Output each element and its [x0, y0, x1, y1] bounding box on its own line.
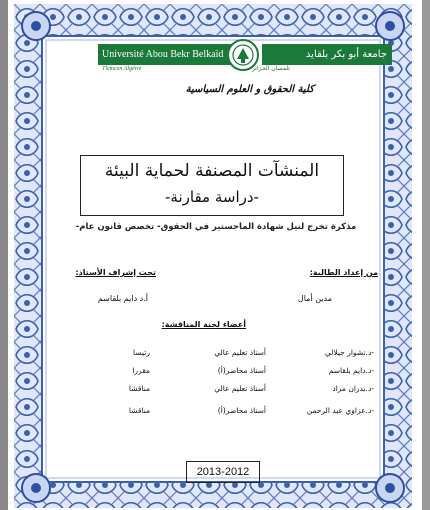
supervisor-name: أ.د دايم بلقاسم [97, 294, 148, 303]
member-role: مناقشا [128, 406, 150, 415]
supervisor-label: تحت إشراف الأستاذ: [75, 268, 156, 277]
student-label: من إعداد الطالبة: [309, 268, 378, 277]
page-edge-right [422, 0, 430, 510]
border-ornament-svg [14, 4, 412, 508]
member-rank: أستاذ محاضر(أ) [217, 366, 266, 375]
member-name: -د.تشوار جيلالي [324, 348, 374, 357]
university-banner-ar: جامعة أبو بكر بلقايد [262, 44, 392, 65]
member-rank: أستاذ تعليم عالي [214, 384, 266, 393]
member-name: -د.عزاوي عبد الرحمن [306, 406, 374, 415]
member-rank: أستاذ محاضر(أ) [217, 406, 266, 415]
city-label-ar: تلمسان الجزائر [252, 65, 290, 72]
university-banner-fr: Université Abou Bekr Belkaïd [98, 44, 248, 65]
thesis-title-line1: المنشآت المصنفة لحماية البيئة [104, 161, 320, 181]
city-label-fr: Tlemcen Algérie [102, 66, 142, 72]
page-edge-left [0, 0, 8, 510]
committee-label: أعضاء لجنة المناقشة: [161, 320, 246, 329]
member-role: مناقشا [128, 384, 150, 393]
thesis-title-box [80, 155, 344, 216]
member-rank: أستاذ تعليم عالي [214, 348, 266, 357]
thesis-statement: مذكرة تخرج لنيل شهادة الماجستير في الحقوق- تخصص قانون عام- [75, 222, 357, 232]
student-name: مدين أمال [297, 294, 332, 303]
university-logo-icon [227, 39, 259, 71]
thesis-title-line2: -دراسة مقارنة- [165, 188, 259, 206]
member-role: مقررا [132, 366, 150, 375]
member-name: -د.دايم بلقاسم [328, 366, 374, 375]
member-name: -د.بدران مراد [332, 384, 374, 393]
member-role: رئيسا [133, 348, 150, 357]
ornamental-border [14, 4, 412, 508]
faculty-name: كلية الحقوق و العلوم السياسية [185, 84, 314, 95]
academic-year-box: 2013-2012 [186, 461, 260, 483]
